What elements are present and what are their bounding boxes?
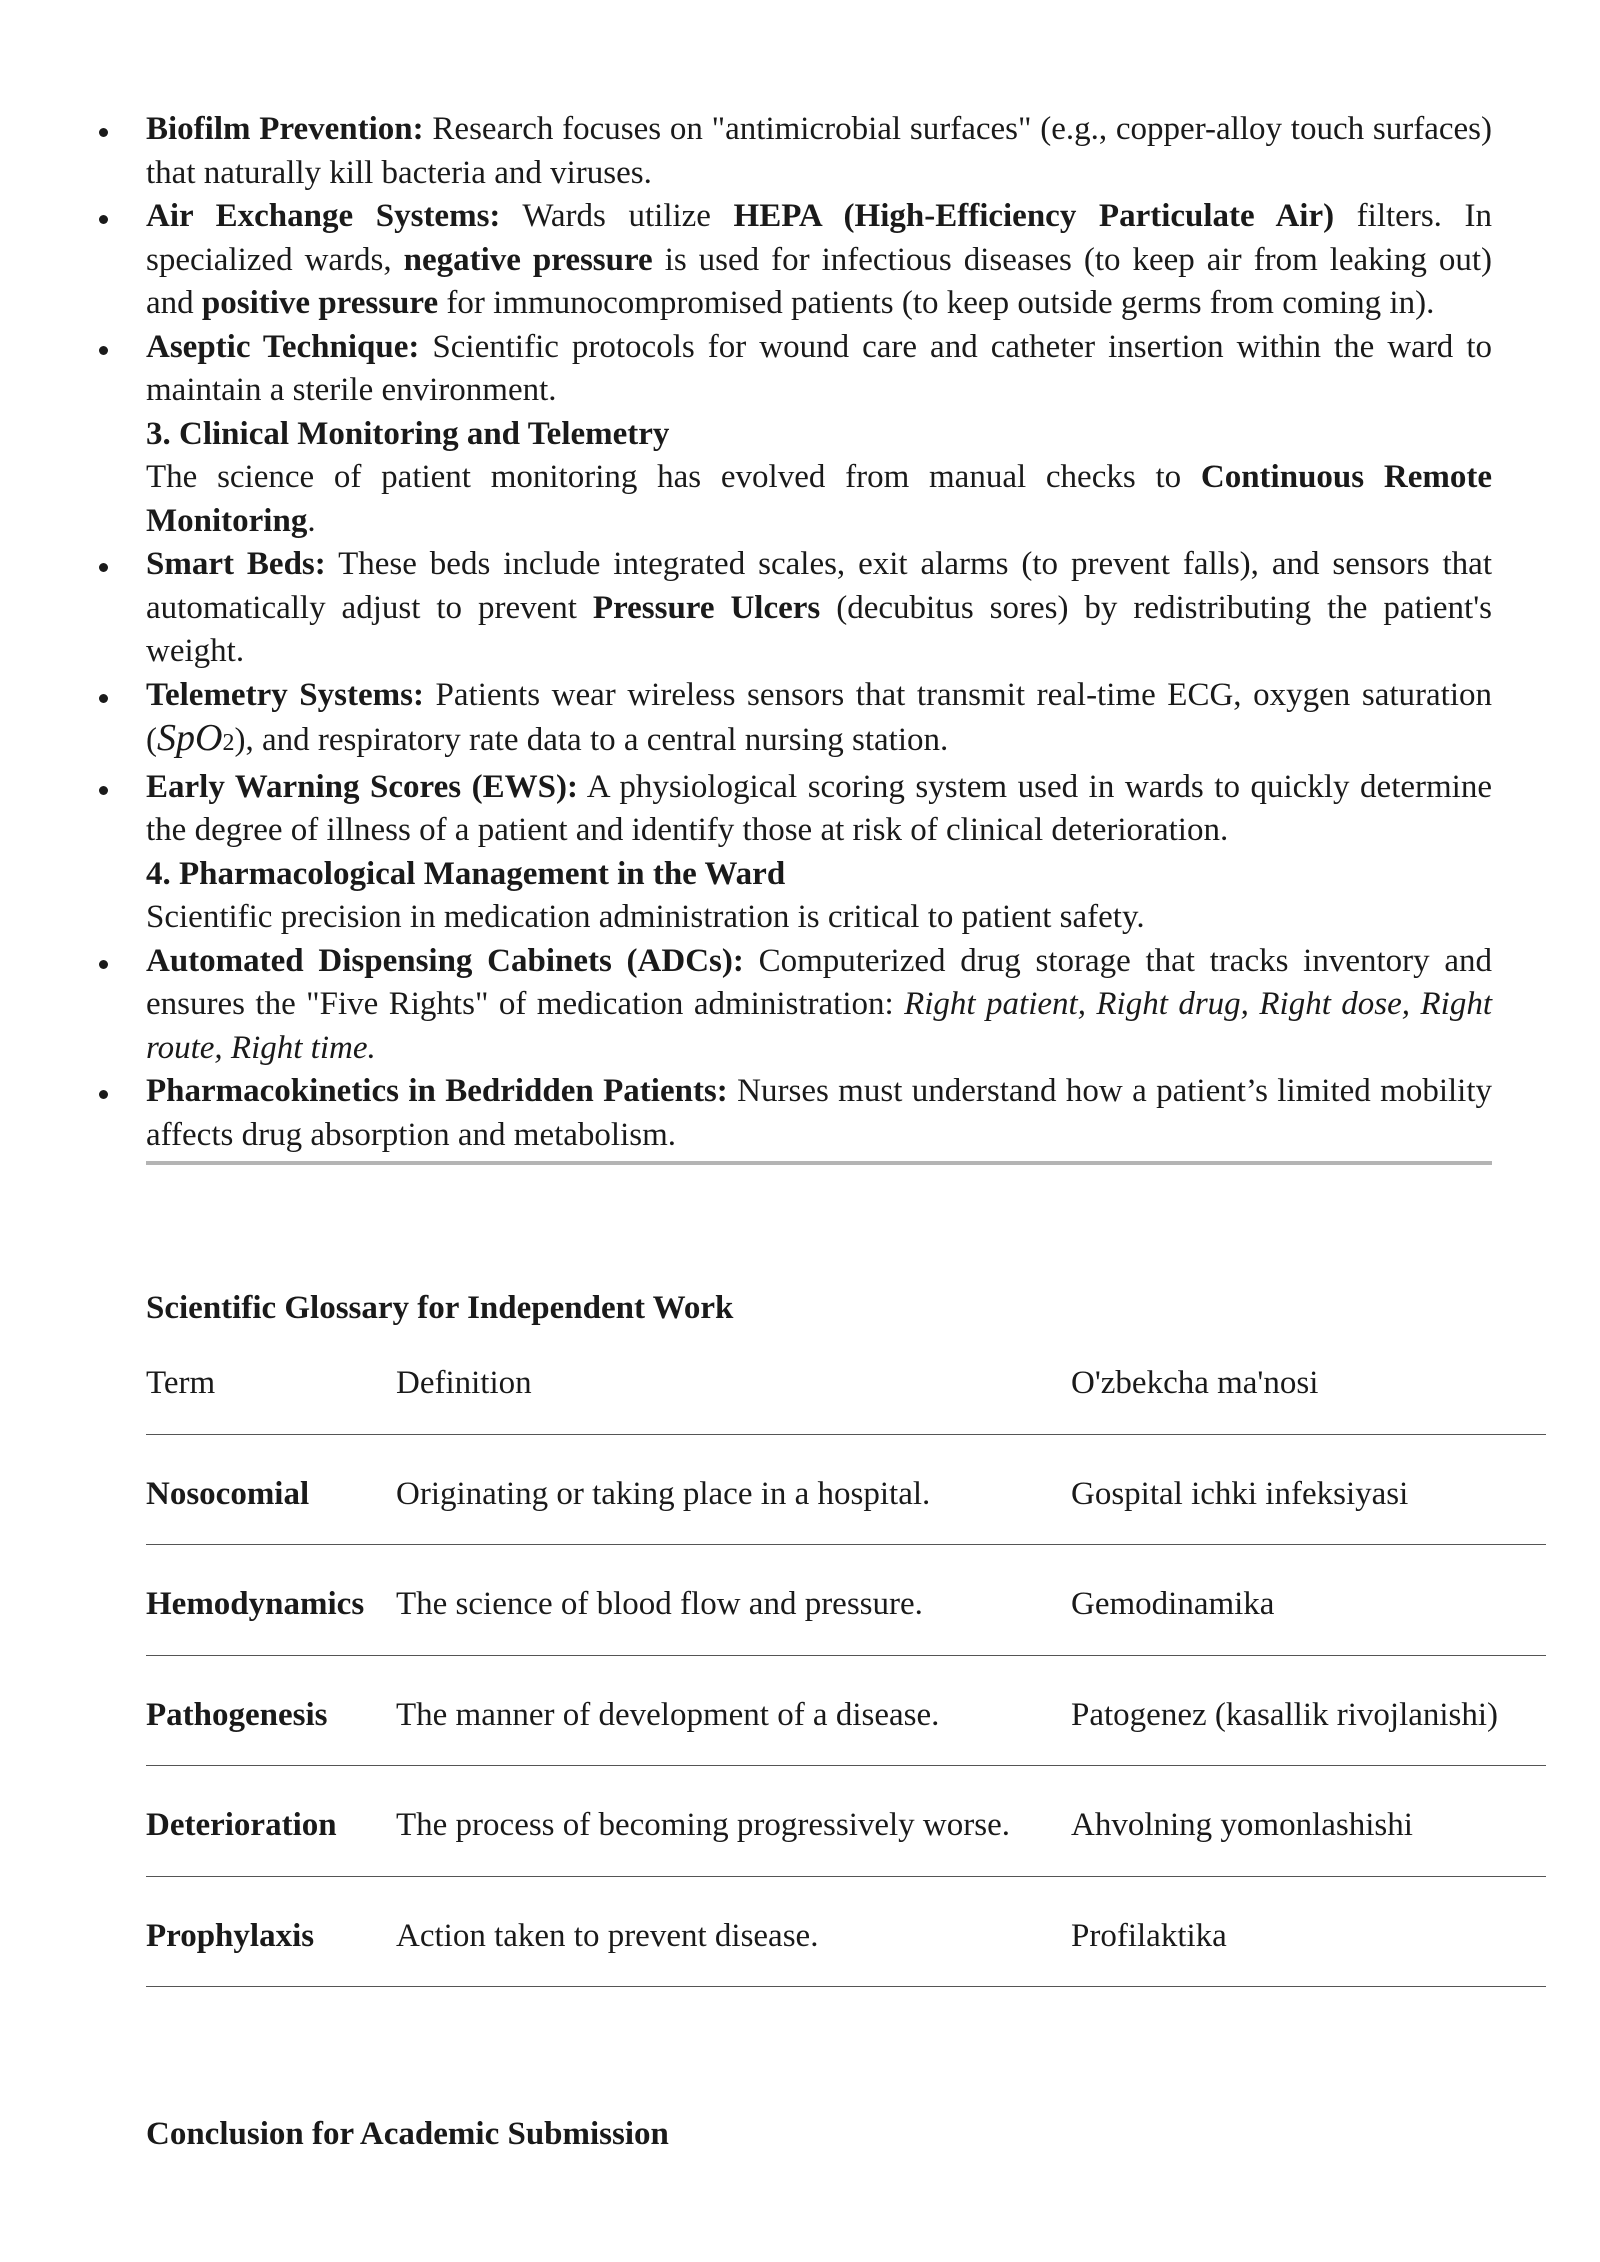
text-run: Patients wear wireless sensors that transmit real-time ECG, oxygen saturation ( bbox=[146, 676, 1493, 758]
bold-text: Aseptic Technique: bbox=[146, 328, 420, 365]
document-body bbox=[146, 108, 1492, 1165]
glossary-term: Prophylaxis bbox=[146, 1917, 315, 1954]
bullet-item bbox=[146, 1070, 1492, 1157]
glossary-row bbox=[146, 1434, 1546, 1545]
glossary-definition: The process of becoming progressively worse. bbox=[396, 1807, 1010, 1843]
bullet-list-pharmacology bbox=[146, 940, 1492, 1158]
bullet-item bbox=[146, 108, 1492, 195]
text-run: The science of patient monitoring has evolved from manual checks to bbox=[146, 459, 1201, 495]
bold-text: HEPA (High-Efficiency Particulate Air) bbox=[733, 198, 1335, 234]
header-uzbek: O'zbekcha ma'nosi bbox=[1071, 1365, 1319, 1401]
glossary-definition: The science of blood flow and pressure. bbox=[396, 1586, 923, 1622]
bold-text: Pressure Ulcers bbox=[592, 589, 821, 626]
glossary-uzbek: Ahvolning yomonlashishi bbox=[1071, 1807, 1413, 1843]
bold-text: Smart Beds: bbox=[146, 546, 326, 582]
text-run: is used for infectious diseases (to keep air from leaking out) and bbox=[146, 241, 1492, 321]
text-run: Scientific protocols for wound care and catheter insertion within the ward to maintain a sterile environment. bbox=[146, 328, 1492, 408]
text-run: ), and respiratory rate data to a central nursing station. bbox=[234, 722, 949, 758]
glossary-term: Pathogenesis bbox=[146, 1696, 328, 1733]
section-4-intro bbox=[146, 896, 1492, 940]
header-term: Term bbox=[146, 1365, 216, 1401]
glossary-title: Scientific Glossary for Independent Work bbox=[146, 1290, 734, 1326]
bold-text: Early Warning Scores (EWS): bbox=[146, 768, 578, 805]
glossary-definition: Originating or taking place in a hospital. bbox=[396, 1475, 931, 1512]
glossary-row bbox=[146, 1876, 1546, 1987]
glossary-definition: Action taken to prevent disease. bbox=[396, 1917, 819, 1954]
bold-text: positive pressure bbox=[201, 285, 439, 321]
bullet-item bbox=[146, 940, 1492, 1071]
glossary-bottom-border bbox=[146, 1987, 1546, 1988]
text-run: Scientific precision in medication administration is critical to patient safety. bbox=[146, 899, 1145, 935]
text-run: Computerized drug storage that tracks inventory and ensures the "Five Rights" of medication administration: bbox=[146, 942, 1492, 1022]
bold-text: Automated Dispensing Cabinets (ADCs): bbox=[146, 942, 744, 979]
bullet-item bbox=[146, 766, 1492, 853]
bold-text: negative pressure bbox=[403, 241, 653, 278]
bold-text: Air Exchange Systems: bbox=[146, 198, 501, 234]
italic-text: Right patient, Right drug, Right dose, Right route, Right time. bbox=[146, 986, 1492, 1066]
bold-text: Telemetry Systems: bbox=[146, 676, 424, 713]
text-run: for immunocompromised patients (to keep outside germs from coming in). bbox=[438, 285, 1435, 321]
bullet-item bbox=[146, 326, 1492, 413]
glossary-uzbek: Profilaktika bbox=[1071, 1917, 1227, 1954]
text-run: A physiological scoring system used in wards to quickly determine the degree of illness of a patient and identify those at risk of clinical deterioration. bbox=[146, 768, 1492, 848]
glossary-term: Nosocomial bbox=[146, 1475, 310, 1512]
header-definition: Definition bbox=[396, 1365, 532, 1401]
text-run: filters. In specialized wards, bbox=[146, 198, 1492, 278]
bullet-list-prevention bbox=[146, 108, 1492, 413]
horizontal-rule bbox=[146, 1161, 1492, 1165]
glossary-table bbox=[146, 1358, 1546, 1987]
glossary-uzbek: Gemodinamika bbox=[1071, 1586, 1275, 1622]
glossary-term: Deterioration bbox=[146, 1807, 337, 1843]
bold-text: Biofilm Prevention: bbox=[146, 111, 424, 147]
bold-text: Pharmacokinetics in Bedridden Patients: bbox=[146, 1073, 728, 1109]
bullet-item bbox=[146, 543, 1492, 674]
bullet-item bbox=[146, 674, 1492, 766]
glossary-row bbox=[146, 1766, 1546, 1877]
glossary-uzbek: Gospital ichki infeksiyasi bbox=[1071, 1475, 1409, 1512]
section-3-heading: 3. Clinical Monitoring and Telemetry bbox=[146, 415, 670, 452]
text-run: These beds include integrated scales, exit alarms (to prevent falls), and sensors that automatically adjust to prevent bbox=[146, 546, 1492, 626]
glossary-row bbox=[146, 1545, 1546, 1656]
bold-text: Continuous Remote Monitoring bbox=[146, 459, 1492, 539]
conclusion-heading: Conclusion for Academic Submission bbox=[146, 2116, 669, 2152]
text-run: . bbox=[307, 502, 316, 539]
text-run: Wards utilize bbox=[500, 198, 734, 234]
text-run: (decubitus sores) by redistributing the patient's weight. bbox=[146, 589, 1493, 669]
glossary-uzbek: Patogenez (kasallik rivojlanishi) bbox=[1071, 1696, 1499, 1733]
glossary-definition: The manner of development of a disease. bbox=[396, 1696, 940, 1733]
glossary-row bbox=[146, 1655, 1546, 1766]
glossary-term: Hemodynamics bbox=[146, 1586, 365, 1622]
text-run: Research focuses on "antimicrobial surfaces" (e.g., copper-alloy touch surfaces) that naturally kill bacteria and viruses. bbox=[146, 111, 1492, 191]
text-run: SpO bbox=[157, 717, 223, 759]
bullet-item bbox=[146, 195, 1492, 326]
bullet-list-monitoring bbox=[146, 543, 1492, 853]
section-4-heading: 4. Pharmacological Management in the Ward bbox=[146, 855, 786, 892]
glossary-header-row bbox=[146, 1358, 1546, 1434]
text-run: 2 bbox=[222, 730, 235, 756]
section-3-intro bbox=[146, 456, 1492, 543]
text-run: Nurses must understand how a patient’s limited mobility affects drug absorption and metabolism. bbox=[146, 1073, 1493, 1153]
